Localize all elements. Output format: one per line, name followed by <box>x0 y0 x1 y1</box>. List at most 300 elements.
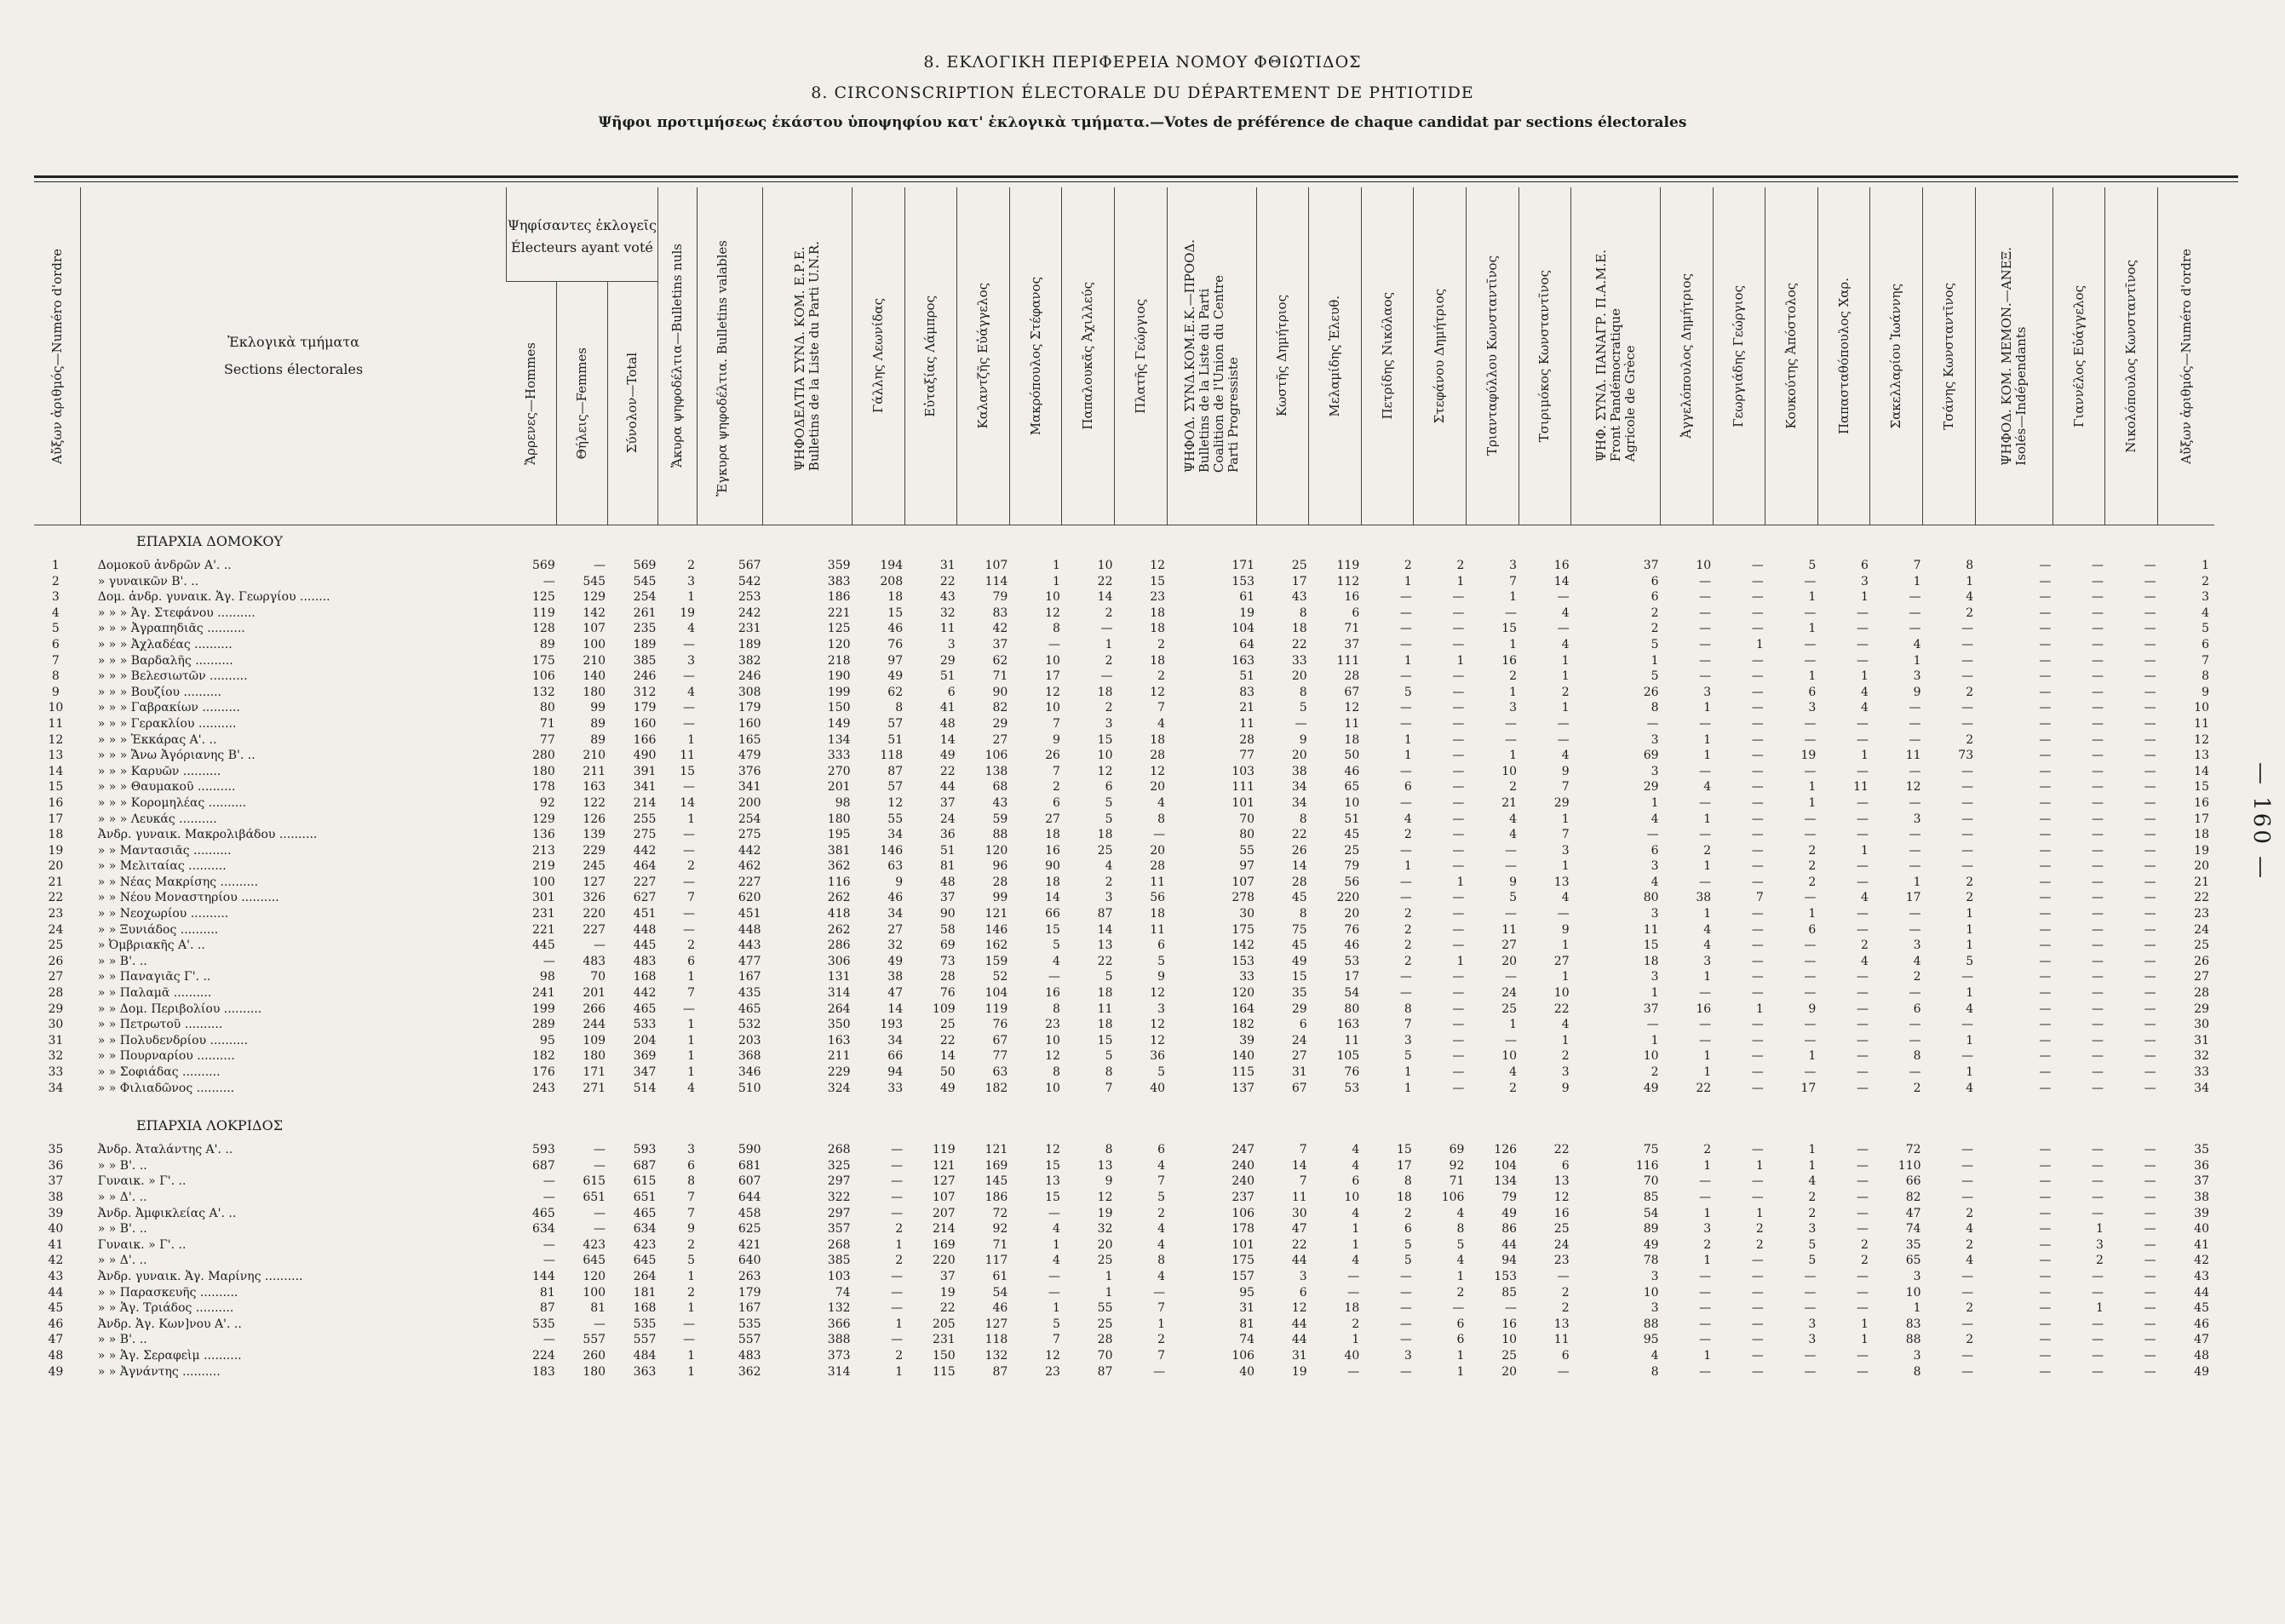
cell-value: — <box>2039 764 2052 778</box>
cell-value: 1 <box>1755 1206 1764 1220</box>
cell-value: 71 <box>1344 622 1360 636</box>
cell-value: 8 <box>1456 1222 1465 1237</box>
cell-value: 31 <box>1291 1065 1307 1079</box>
cell-value: 442 <box>633 843 657 858</box>
cell-value: — <box>1452 970 1465 984</box>
cell-value: 105 <box>1336 1049 1360 1064</box>
cell-value: 242 <box>738 605 761 620</box>
cell-value: 26 <box>1045 749 1060 763</box>
cell-value: 423 <box>633 1237 657 1252</box>
cell-value: — <box>2144 749 2156 763</box>
cell-value: — <box>2144 1317 2156 1331</box>
cell-value: 88 <box>1643 1317 1659 1331</box>
cell-value: 16 <box>1553 559 1570 572</box>
cell-value: 86 <box>1501 1222 1518 1237</box>
cell-value: 20 <box>1291 749 1307 763</box>
cell-value: 51 <box>939 843 956 858</box>
cell-value: 14 <box>939 732 956 747</box>
cell-value: 418 <box>827 907 851 921</box>
cell-value: 1 <box>1052 1301 1060 1316</box>
cell-value: 12 <box>1344 701 1360 715</box>
cell-value: 122 <box>583 795 606 810</box>
cell-value: 80 <box>539 701 555 715</box>
cell-value: — <box>2039 685 2052 699</box>
row-number: 22 <box>48 891 64 905</box>
cell-value: 10 <box>1501 764 1518 778</box>
cell-value: — <box>2091 1285 2104 1300</box>
cell-value: 59 <box>992 812 1008 826</box>
col-ere-c2: Καλαντζῆς Εὐάγγελος <box>957 187 1010 525</box>
row-number: 30 <box>48 1018 64 1032</box>
col-pame-c1: Γεωργιάδης Γεώργιος <box>1713 187 1765 525</box>
cell-value: 69 <box>939 938 956 953</box>
cell-value: — <box>2144 669 2156 684</box>
cell-value: — <box>1505 970 1518 984</box>
cell-value: 2 <box>1861 1254 1869 1268</box>
cell-value: 264 <box>633 1269 657 1283</box>
row-number-right: 14 <box>2194 764 2209 778</box>
cell-value: 95 <box>1239 1285 1255 1300</box>
cell-value: 5 <box>1404 1254 1412 1268</box>
cell-value: 3 <box>1703 954 1712 968</box>
cell-value: 4 <box>1561 605 1570 620</box>
section-name: » » » Γερακλίου .......... <box>97 716 237 731</box>
cell-value: — <box>1909 605 1921 620</box>
cell-value: 134 <box>1494 1174 1518 1189</box>
cell-value: 190 <box>827 669 851 684</box>
cell-value: — <box>1646 716 1659 731</box>
col-pame-c3: Παπασταθόπουλος Χαρ. <box>1817 187 1870 525</box>
cell-value: 83 <box>992 605 1008 620</box>
cell-value: — <box>2144 1174 2156 1189</box>
cell-value: 15 <box>1097 732 1113 747</box>
cell-value: — <box>1557 732 1570 747</box>
row-number: 15 <box>48 780 64 795</box>
cell-value: 4 <box>1861 685 1869 699</box>
cell-value: 687 <box>633 1158 657 1173</box>
cell-value: 63 <box>887 859 904 874</box>
cell-value: 2 <box>1404 828 1412 842</box>
cell-value: 48 <box>939 875 956 889</box>
cell-value: 2 <box>1561 1301 1570 1316</box>
cell-value: 46 <box>887 622 904 636</box>
cell-value: 107 <box>583 622 606 636</box>
cell-value: 18 <box>1150 732 1166 747</box>
cell-value: 25 <box>1097 1254 1113 1268</box>
cell-value: 2 <box>1561 1285 1570 1300</box>
cell-value: 116 <box>1635 1158 1659 1173</box>
cell-value: 2 <box>1352 1317 1360 1331</box>
cell-value: 6 <box>1404 780 1412 795</box>
cell-value: 2 <box>687 1285 696 1300</box>
cell-value: 97 <box>1239 859 1255 874</box>
cell-value: 94 <box>887 1065 904 1079</box>
cell-value: — <box>1804 1033 1817 1047</box>
cell-value: 221 <box>532 922 555 937</box>
cell-value: 82 <box>992 701 1008 715</box>
cell-value: 214 <box>932 1222 956 1237</box>
cell-value: 1 <box>1561 701 1570 715</box>
cell-value: 9 <box>1052 732 1060 747</box>
cell-value: 11 <box>939 622 956 636</box>
table-row <box>34 1142 2214 1158</box>
table-row <box>34 843 2214 859</box>
cell-value: 36 <box>939 828 956 842</box>
cell-value: 12 <box>1150 685 1166 699</box>
cell-value: 1 <box>1703 1049 1712 1064</box>
cell-value: 4 <box>1913 637 1921 651</box>
cell-value: — <box>1961 701 1974 715</box>
row-number-right: 41 <box>2194 1237 2209 1252</box>
cell-value: 94 <box>1501 1254 1518 1268</box>
cell-value: 35 <box>1905 1237 1921 1252</box>
table-row <box>34 1174 2214 1190</box>
cell-value: 4 <box>1966 590 1974 605</box>
cell-value: — <box>1909 859 1921 874</box>
cell-value: 363 <box>633 1364 657 1379</box>
cell-value: 11 <box>1150 922 1166 937</box>
cell-value: 5 <box>1157 954 1166 968</box>
cell-value: — <box>2144 891 2156 905</box>
cell-value: — <box>1699 574 1712 588</box>
cell-value: 100 <box>583 637 606 651</box>
row-number-right: 44 <box>2194 1285 2209 1300</box>
cell-value: — <box>2144 1018 2156 1032</box>
cell-value: 18 <box>1150 653 1166 668</box>
cell-value: 71 <box>992 1237 1008 1252</box>
cell-value: — <box>1909 1018 1921 1032</box>
section-name: » » » Βελεσιωτῶν .......... <box>97 669 248 684</box>
cell-value: 106 <box>1231 1206 1255 1220</box>
cell-value: 535 <box>738 1317 761 1331</box>
cell-value: — <box>2039 1222 2052 1237</box>
cell-value: 4 <box>1157 795 1166 810</box>
cell-value: 533 <box>633 1018 657 1032</box>
cell-value: — <box>2039 653 2052 668</box>
cell-value: 76 <box>939 986 956 1001</box>
cell-value: 12 <box>1150 1018 1166 1032</box>
cell-value: 1 <box>1509 1018 1518 1032</box>
cell-value: — <box>1961 716 1974 731</box>
cell-value: — <box>1804 574 1817 588</box>
cell-value: 9 <box>687 1222 696 1237</box>
cell-value: 22 <box>939 1301 956 1316</box>
section-name: » » » Γαβρακίων .......... <box>97 701 240 715</box>
cell-value: 16 <box>1045 986 1060 1001</box>
cell-value: — <box>2091 559 2104 572</box>
row-number: 10 <box>48 701 64 715</box>
cell-value: — <box>1699 1269 1712 1283</box>
cell-value: 615 <box>583 1174 606 1189</box>
cell-value: 132 <box>532 685 555 699</box>
cell-value: 182 <box>985 1081 1008 1095</box>
cell-value: 2 <box>895 1254 904 1268</box>
cell-value: — <box>891 1206 904 1220</box>
cell-value: 71 <box>539 716 555 731</box>
cell-value: 2 <box>1404 922 1412 937</box>
cell-value: — <box>1856 622 1869 636</box>
table-row <box>34 669 2214 685</box>
cell-value: — <box>1452 685 1465 699</box>
cell-value: — <box>1856 970 1869 984</box>
cell-value: 95 <box>539 1033 555 1047</box>
cell-value: — <box>1961 970 1974 984</box>
cell-value: 2 <box>1105 875 1113 889</box>
cell-value: — <box>683 637 696 651</box>
cell-value: 164 <box>1231 1001 1255 1016</box>
cell-value: 7 <box>1299 1143 1307 1157</box>
cell-value: — <box>1452 843 1465 858</box>
cell-value: — <box>1699 764 1712 778</box>
cell-value: 6 <box>1651 843 1659 858</box>
cell-value: 51 <box>939 669 956 684</box>
cell-value: 24 <box>939 812 956 826</box>
row-number-right: 48 <box>2194 1348 2209 1363</box>
cell-value: — <box>1452 907 1465 921</box>
cell-value: 127 <box>985 1317 1008 1331</box>
cell-value: 3 <box>1404 1033 1412 1047</box>
cell-value: 13 <box>1553 1317 1570 1331</box>
cell-value: 4 <box>687 1081 696 1095</box>
cell-value: 49 <box>1501 1206 1518 1220</box>
cell-value: 479 <box>738 749 761 763</box>
cell-value: 146 <box>880 843 904 858</box>
cell-value: 687 <box>532 1158 555 1173</box>
row-number: 40 <box>48 1222 64 1237</box>
row-number: 38 <box>48 1190 64 1204</box>
cell-value: 80 <box>1643 891 1659 905</box>
cell-value: 333 <box>827 749 851 763</box>
cell-value: 180 <box>532 764 555 778</box>
cell-value: 8 <box>1105 1143 1113 1157</box>
cell-value: — <box>1751 1333 1764 1347</box>
cell-value: — <box>2091 1065 2104 1079</box>
table-row <box>34 1364 2214 1380</box>
table-row <box>34 1048 2214 1064</box>
cell-value: — <box>2144 716 2156 731</box>
cell-value: — <box>2039 986 2052 1001</box>
cell-value: 1 <box>1456 1348 1465 1363</box>
cell-value: 89 <box>1643 1222 1659 1237</box>
cell-value: — <box>683 1001 696 1016</box>
cell-value: — <box>1751 701 1764 715</box>
cell-value: 8 <box>895 701 904 715</box>
cell-value: — <box>2091 1348 2104 1363</box>
cell-value: 70 <box>1239 812 1255 826</box>
cell-value: — <box>2091 1317 2104 1331</box>
cell-value: 5 <box>1808 1254 1817 1268</box>
cell-value: — <box>1909 828 1921 842</box>
cell-value: — <box>683 907 696 921</box>
cell-value: 74 <box>835 1285 851 1300</box>
cell-value: 4 <box>1052 1222 1060 1237</box>
cell-value: — <box>1856 1081 1869 1095</box>
cell-value: 49 <box>887 954 904 968</box>
cell-value: 175 <box>532 653 555 668</box>
cell-value: 144 <box>532 1269 555 1283</box>
cell-value: 341 <box>738 780 761 795</box>
cell-value: 18 <box>1097 828 1113 842</box>
row-number: 19 <box>48 843 64 858</box>
cell-value: 153 <box>1494 1269 1518 1283</box>
cell-value: — <box>2144 1206 2156 1220</box>
cell-value: 535 <box>532 1317 555 1331</box>
cell-value: 289 <box>532 1018 555 1032</box>
cell-value: — <box>2039 732 2052 747</box>
cell-value: 11 <box>1097 1001 1113 1016</box>
cell-value: 1 <box>687 1364 696 1379</box>
cell-value: — <box>1699 795 1712 810</box>
row-number-right: 33 <box>2194 1065 2209 1079</box>
section-name: » » Δ'. .. <box>97 1254 147 1268</box>
cell-value: 2 <box>1966 732 1974 747</box>
cell-value: — <box>1452 622 1465 636</box>
cell-value: — <box>2144 574 2156 588</box>
cell-value: — <box>2091 1158 2104 1173</box>
section-name: » » Πολυδενδρίου .......... <box>97 1033 249 1047</box>
cell-value: — <box>1048 1269 1060 1283</box>
cell-value: 382 <box>738 653 761 668</box>
section-name: » » » Βουζίου .......... <box>97 685 221 699</box>
cell-value: — <box>683 669 696 684</box>
spacer-row <box>34 1096 2214 1110</box>
row-number-right: 11 <box>2194 716 2209 731</box>
cell-value: 48 <box>939 716 956 731</box>
cell-value: 1 <box>1456 1364 1465 1379</box>
group-header-lokris <box>34 1110 2214 1142</box>
cell-value: — <box>1505 732 1518 747</box>
cell-value: 119 <box>985 1001 1008 1016</box>
cell-value: 1 <box>1703 701 1712 715</box>
cell-value: — <box>1804 954 1817 968</box>
cell-value: — <box>1909 843 1921 858</box>
cell-value: — <box>2144 812 2156 826</box>
cell-value: 81 <box>539 1285 555 1300</box>
cell-value: 3 <box>1651 764 1659 778</box>
cell-value: — <box>1399 1317 1412 1331</box>
cell-value: 569 <box>532 559 555 572</box>
cell-value: 1 <box>1052 1237 1060 1252</box>
col-ek-c1: Μελαμίδης Ἐλευθ. <box>1309 187 1362 525</box>
cell-value: — <box>891 1143 904 1157</box>
cell-value: 2 <box>1966 1333 1974 1347</box>
table-row <box>34 1332 2214 1348</box>
cell-value: — <box>2091 828 2104 842</box>
cell-value: — <box>543 954 555 968</box>
cell-value: 44 <box>1501 1237 1518 1252</box>
cell-value: — <box>2091 1364 2104 1379</box>
cell-value: — <box>1048 1285 1060 1300</box>
cell-value: — <box>2091 1001 2104 1016</box>
cell-value: — <box>2144 828 2156 842</box>
cell-value: — <box>1751 1033 1764 1047</box>
row-number-right: 1 <box>2202 559 2209 572</box>
cell-value: 83 <box>1905 1317 1921 1331</box>
cell-value: 350 <box>827 1018 851 1032</box>
cell-value: — <box>2039 828 2052 842</box>
cell-value: 465 <box>738 1001 761 1016</box>
table-row <box>34 827 2214 843</box>
col-ere-c1: Εὐταξίας Λάμπρος <box>904 187 957 525</box>
cell-value: 14 <box>1097 922 1113 937</box>
cell-value: 103 <box>1231 764 1255 778</box>
cell-value: 76 <box>1344 1065 1360 1079</box>
cell-value: 644 <box>738 1190 761 1204</box>
cell-value: 237 <box>1231 1190 1255 1204</box>
cell-value: 51 <box>887 732 904 747</box>
cell-value: 368 <box>738 1049 761 1064</box>
cell-value: 3 <box>1105 891 1113 905</box>
cell-value: 3 <box>1157 1001 1166 1016</box>
cell-value: 3 <box>687 653 696 668</box>
cell-value: 179 <box>738 1285 761 1300</box>
cell-value: 34 <box>887 1033 904 1047</box>
cell-value: 240 <box>1231 1174 1255 1189</box>
cell-value: 109 <box>932 1001 956 1016</box>
cell-value: — <box>2091 970 2104 984</box>
cell-value: 280 <box>532 749 555 763</box>
cell-value: 169 <box>932 1237 956 1252</box>
cell-value: 458 <box>738 1206 761 1220</box>
cell-value: — <box>2091 574 2104 588</box>
cell-value: 8 <box>1404 1174 1412 1189</box>
cell-value: — <box>1699 1364 1712 1379</box>
cell-value: — <box>1100 669 1113 684</box>
cell-value: 27 <box>1045 812 1060 826</box>
cell-value: 545 <box>583 574 606 588</box>
cell-value: 483 <box>583 954 606 968</box>
cell-value: 514 <box>633 1081 657 1095</box>
cell-value: 6 <box>1157 1143 1166 1157</box>
cell-value: 92 <box>992 1222 1008 1237</box>
table-row <box>34 779 2214 795</box>
cell-value: 153 <box>1231 954 1255 968</box>
cell-value: 542 <box>738 574 761 588</box>
cell-value: 11 <box>1291 1190 1307 1204</box>
cell-value: 2 <box>1404 1206 1412 1220</box>
section-name: » » Πουρναρίου .......... <box>97 1049 235 1064</box>
cell-value: — <box>1804 1018 1817 1032</box>
cell-value: 4 <box>1651 875 1659 889</box>
cell-value: 12 <box>1905 780 1921 795</box>
cell-value: 132 <box>827 1301 851 1316</box>
cell-value: — <box>1505 1301 1518 1316</box>
table-row <box>34 1033 2214 1049</box>
cell-value: 98 <box>835 795 851 810</box>
cell-value: 119 <box>932 1143 956 1157</box>
cell-value: 11 <box>1643 922 1659 937</box>
cell-value: — <box>1856 907 1869 921</box>
cell-value: 346 <box>738 1065 761 1079</box>
cell-value: 1 <box>687 1018 696 1032</box>
cell-value: 20 <box>1291 669 1307 684</box>
row-number-right: 4 <box>2202 605 2209 620</box>
cell-value: 22 <box>1291 1237 1307 1252</box>
cell-value: — <box>1751 1285 1764 1300</box>
cell-value: 1 <box>1404 732 1412 747</box>
cell-value: — <box>1699 590 1712 605</box>
cell-value: — <box>594 938 606 953</box>
cell-value: 63 <box>992 1065 1008 1079</box>
cell-value: — <box>2039 1333 2052 1347</box>
cell-value: 47 <box>1291 1222 1307 1237</box>
cell-value: 385 <box>633 653 657 668</box>
cell-value: 12 <box>1553 1190 1570 1204</box>
cell-value: — <box>2144 622 2156 636</box>
table-row <box>34 1269 2214 1285</box>
col-ere-c5: Πλατῆς Γεώργιος <box>1115 187 1168 525</box>
cell-value: 1 <box>1052 559 1060 572</box>
